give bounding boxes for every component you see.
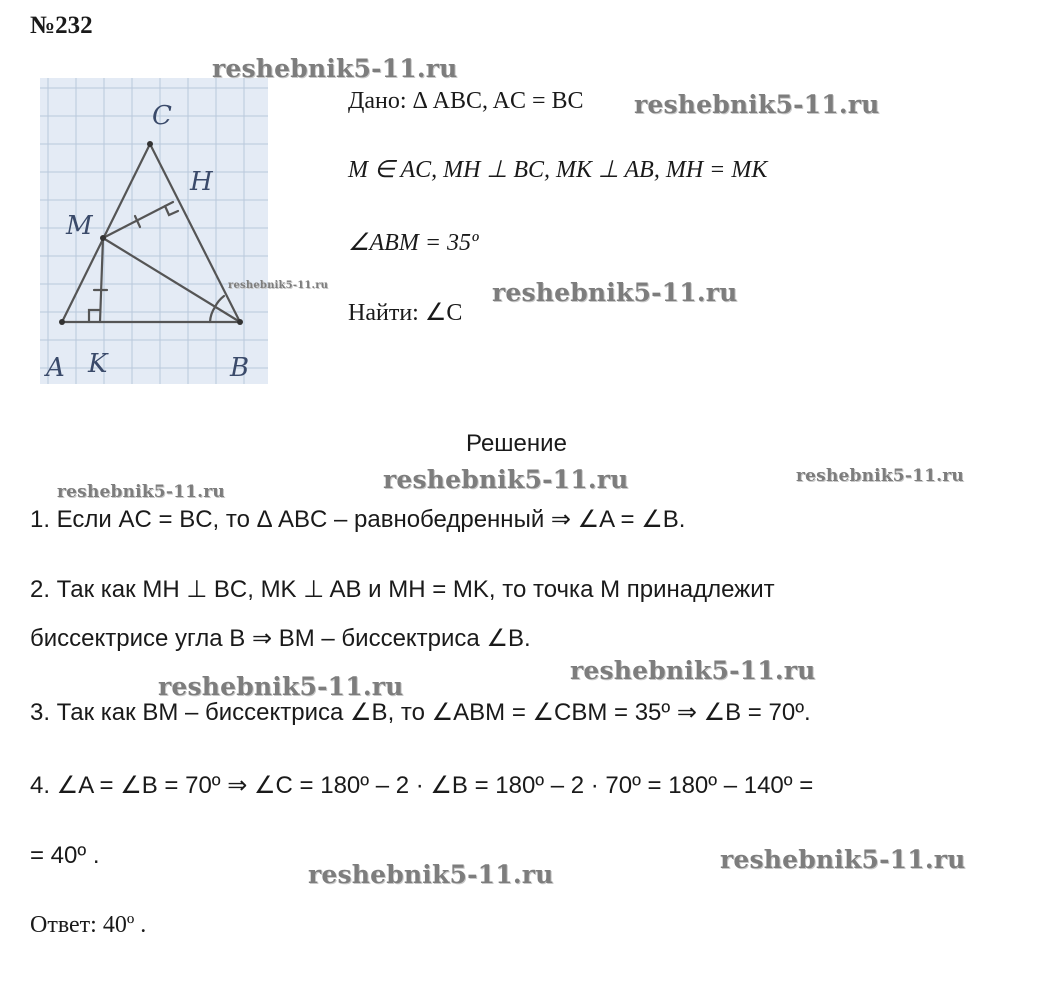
- given-line-2: M ∈ AC, MH ⊥ BC, MK ⊥ AB, MH = MK: [348, 157, 768, 183]
- solution-step-2b: биссектрисе угла B ⇒ BM – биссектриса ∠B.: [30, 625, 531, 652]
- find-line: Найти: ∠C: [348, 300, 463, 326]
- solution-step-4b: = 40º .: [30, 842, 100, 869]
- watermark: reshebnik5-11.ru: [228, 280, 329, 291]
- given-line-3: ∠ABM = 35º: [348, 230, 479, 256]
- label-b: B: [230, 353, 250, 383]
- label-m: M: [66, 211, 93, 241]
- label-h: H: [190, 167, 213, 197]
- solution-heading: Решение: [466, 430, 567, 457]
- watermark: reshebnik5-11.ru: [796, 466, 964, 486]
- watermark: reshebnik5-11.ru: [720, 845, 966, 874]
- watermark: reshebnik5-11.ru: [634, 90, 880, 119]
- solution-step-2a: 2. Так как MH ⊥ BC, MK ⊥ AB и MH = MK, то точка M принадлежит: [30, 576, 775, 603]
- watermark: reshebnik5-11.ru: [57, 482, 225, 502]
- given-line-1: Дано: Δ ABC, AC = BC: [348, 88, 584, 114]
- watermark: reshebnik5-11.ru: [492, 278, 738, 307]
- solution-step-3: 3. Так как BM – биссектриса ∠B, то ∠ABM = ∠CBM = 35º ⇒ ∠B = 70º.: [30, 699, 811, 726]
- watermark: reshebnik5-11.ru: [158, 672, 404, 701]
- watermark: reshebnik5-11.ru: [570, 656, 816, 685]
- label-k: K: [88, 349, 108, 379]
- watermark: reshebnik5-11.ru: [383, 465, 629, 494]
- triangle-figure: [40, 78, 268, 384]
- problem-number: №232: [30, 12, 93, 39]
- answer-line: Ответ: 40º .: [30, 912, 147, 938]
- label-c: C: [152, 101, 172, 131]
- label-a: A: [46, 353, 65, 383]
- watermark: reshebnik5-11.ru: [212, 54, 458, 83]
- solution-step-4a: 4. ∠A = ∠B = 70º ⇒ ∠C = 180º – 2 · ∠B = 180º – 2 · 70º = 180º – 140º =: [30, 772, 814, 799]
- solution-step-1: 1. Если AC = BC, то Δ ABC – равнобедренный ⇒ ∠A = ∠B.: [30, 506, 686, 533]
- watermark: reshebnik5-11.ru: [308, 860, 554, 889]
